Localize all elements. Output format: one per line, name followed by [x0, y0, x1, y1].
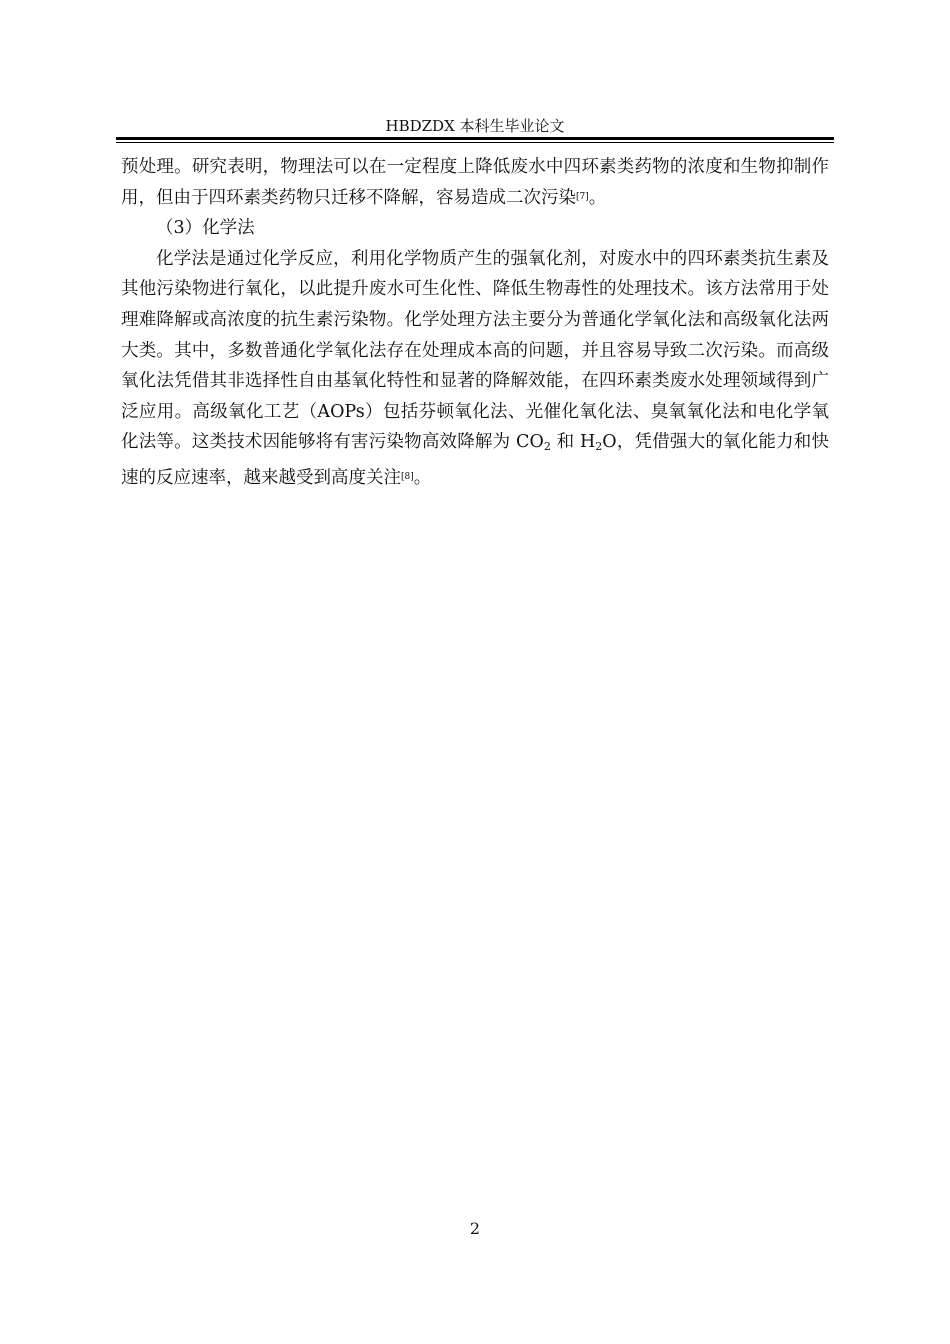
paragraph-chemical-method	[121, 244, 829, 494]
paragraph-text: 和 H	[550, 432, 596, 453]
main-content	[121, 152, 829, 494]
paragraph-end: 。	[588, 187, 607, 208]
paragraph-text: O，凭借强大的氧化能力和快速的反应速率，越来越受到高度关注	[121, 432, 829, 488]
subscript: 2	[543, 440, 551, 454]
subscript: 2	[595, 440, 603, 454]
citation-ref: [7]	[576, 191, 589, 202]
header-rule-thin	[116, 142, 834, 143]
section-heading: （3）化学法	[156, 218, 255, 239]
paragraph-continued	[121, 152, 829, 213]
paragraph-text: 预处理。研究表明，物理法可以在一定程度上降低废水中四环素类药物的浓度和生物抑制作用，但由于四环素类药物只迁移不降解，容易造成二次污染	[121, 157, 829, 208]
citation-ref: [8]	[401, 471, 414, 482]
page-number: 2	[469, 1219, 481, 1238]
paragraph-end: 。	[413, 467, 432, 488]
running-header: HBDZDX 本科生毕业论文	[385, 117, 565, 135]
paragraph-text: 化学法是通过化学反应，利用化学物质产生的强氧化剂，对废水中的四环素类抗生素及其他污染物进行氧化，以此提升废水可生化性、降低生物毒性的处理技术。该方法常用于处理难降解或高浓度的抗生素污染物。化学处理方法主要分为普通化学氧化法和高级氧化法两大类。其中，多数普通化学氧化法存在处理成本高的问题，并且容易导致二次污染。而高级氧化法凭借其非选择性自由基氧化特性和显著的降解效能，在四环素类废水处理领域得到广泛应用。高级氧化工艺（AOPs）包括芬顿氧化法、光催化氧化法、臭氧氧化法和电化学氧化法等。这类技术因能够将有害污染物高效降解为 CO	[121, 248, 829, 453]
header-rule-thick	[116, 137, 834, 140]
